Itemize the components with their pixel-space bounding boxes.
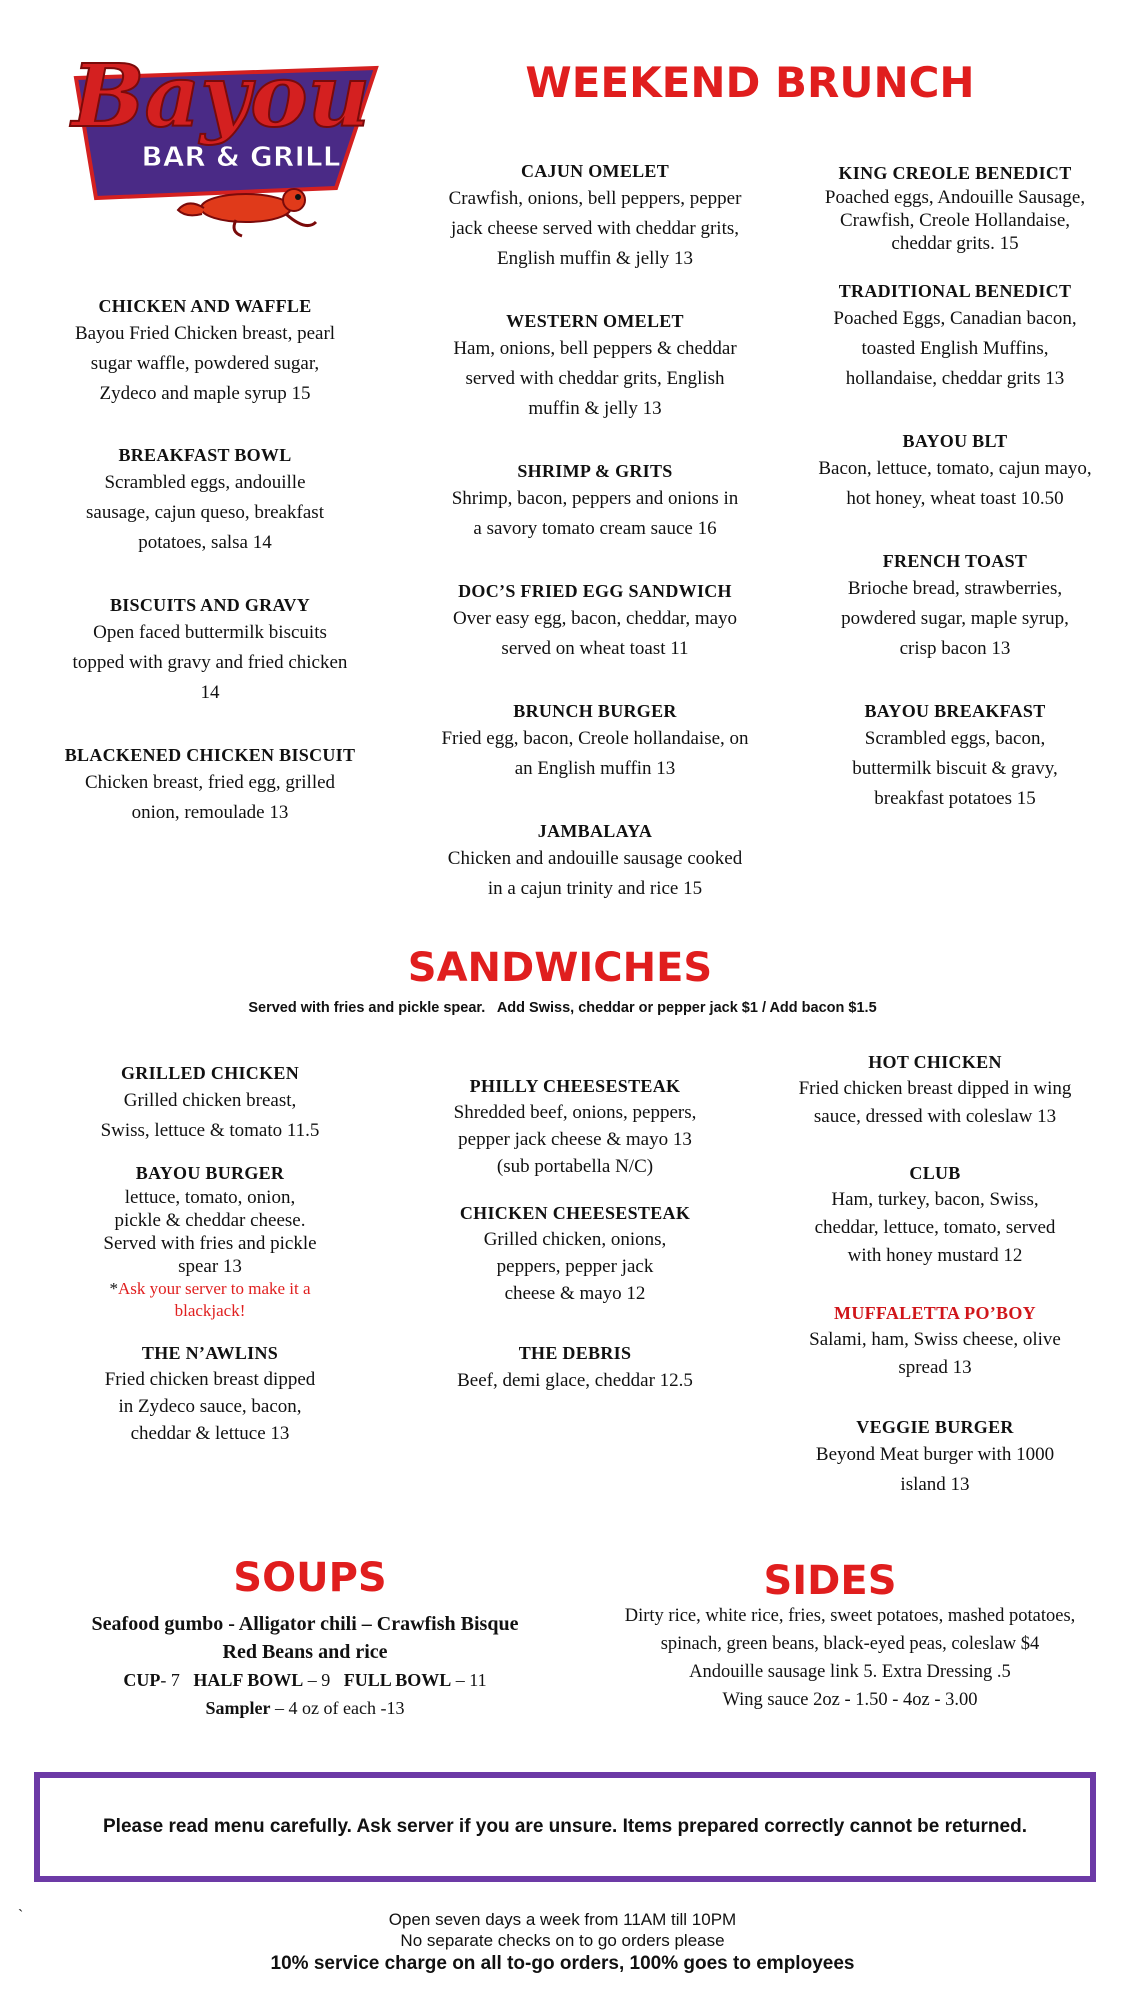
item-title: DOC’S FRIED EGG SANDWICH (458, 581, 732, 601)
item-desc: served on wheat toast 11 (501, 638, 689, 659)
item-desc: an English muffin 13 (514, 758, 676, 779)
menu-item (770, 1414, 1100, 1500)
menu-item (770, 1300, 1100, 1382)
note-line: Ask your server to make it a (117, 1279, 311, 1298)
menu-item (770, 1160, 1100, 1270)
item-desc: (sub portabella N/C) (496, 1156, 654, 1177)
item-desc: island 13 (900, 1474, 970, 1495)
item-title: JAMBALAYA (537, 821, 653, 841)
item-title: BAYOU BREAKFAST (864, 701, 1046, 721)
item-desc: served with cheddar grits, English (465, 368, 725, 389)
crawfish-icon (178, 189, 316, 236)
item-desc: pepper jack cheese & mayo 13 (458, 1129, 692, 1150)
logo-subtitle: BAR & GRILL (141, 140, 341, 173)
menu-item (40, 442, 370, 558)
item-desc: lettuce, tomato, onion, (124, 1187, 296, 1208)
item-title: GRILLED CHICKEN (120, 1063, 300, 1083)
item-desc: Over easy egg, bacon, cheddar, mayo (452, 608, 738, 629)
item-desc: Zydeco and maple syrup 15 (99, 383, 311, 404)
blackjack-note (50, 1278, 370, 1300)
soups-heading: SOUPS (233, 1555, 387, 1601)
item-title: CAJUN OMELET (520, 161, 670, 181)
item-title: HOT CHICKEN (868, 1052, 1002, 1072)
item-desc: topped with gravy and fried chicken (72, 652, 348, 673)
menu-item (50, 1160, 370, 1322)
cup-price: - 7 (160, 1670, 180, 1690)
sides-heading: SIDES (763, 1558, 897, 1604)
menu-item (790, 278, 1120, 394)
item-desc: 14 (200, 682, 220, 703)
menu-item (415, 698, 775, 784)
item-desc: peppers, pepper jack (496, 1256, 654, 1277)
item-desc: Scrambled eggs, bacon, (864, 728, 1046, 749)
item-desc: hollandaise, cheddar grits 13 (845, 368, 1065, 389)
item-desc: spear 13 (178, 1256, 242, 1277)
item-title: WESTERN OMELET (506, 311, 684, 331)
footer-service-charge: 10% service charge on all to-go orders, 100% goes to employees (270, 1953, 855, 1974)
logo-wordmark: Bayou (71, 46, 371, 147)
sampler-line (30, 1694, 580, 1722)
half-bowl-label: HALF BOWL (193, 1670, 304, 1690)
cup-label: CUP (123, 1670, 161, 1690)
item-desc: sausage, cajun queso, breakfast (86, 502, 324, 523)
item-title: BISCUITS AND GRAVY (109, 595, 311, 615)
soups-prices (30, 1666, 580, 1694)
menu-item (415, 578, 775, 664)
item-title: BREAKFAST BOWL (118, 445, 292, 465)
sampler-label: Sampler (205, 1698, 271, 1718)
item-title: BRUNCH BURGER (513, 701, 677, 721)
sandwiches-subheading: Served with fries and pickle spear. Add Swiss, cheddar or pepper jack $1 / Add bacon $1.5 (248, 1000, 877, 1016)
item-desc: sugar waffle, powdered sugar, (90, 353, 320, 374)
item-title: CHICKEN AND WAFFLE (98, 296, 312, 316)
sides-line: Wing sauce 2oz - 1.50 - 4oz - 3.00 (722, 1690, 978, 1710)
sandwiches-heading: SANDWICHES (407, 945, 713, 991)
notice-text: Please read menu carefully. Ask server if you are unsure. Items prepared correctly cannot be returned. (103, 1816, 1027, 1837)
full-bowl-label: FULL BOWL (343, 1670, 452, 1690)
item-title: BLACKENED CHICKEN BISCUIT (64, 745, 356, 765)
soups-block (30, 1610, 580, 1722)
item-title: THE DEBRIS (518, 1343, 632, 1363)
item-desc: Grilled chicken breast, (123, 1090, 297, 1111)
footer-hours: Open seven days a week from 11AM till 10PM (388, 1910, 737, 1929)
notice-box (34, 1772, 1096, 1882)
item-desc: in a cajun trinity and rice 15 (487, 878, 703, 899)
item-desc: Chicken and andouille sausage cooked (447, 848, 743, 869)
sides-line: spinach, green beans, black-eyed peas, coleslaw $4 (660, 1634, 1040, 1654)
menu-item (415, 458, 775, 544)
item-desc: cheddar grits. 15 (891, 233, 1019, 254)
item-desc: Ham, turkey, bacon, Swiss, (831, 1189, 1039, 1210)
menu-item (415, 158, 775, 274)
item-desc: Open faced buttermilk biscuits (93, 622, 327, 643)
menu-item (790, 698, 1120, 814)
item-desc: Shredded beef, onions, peppers, (453, 1102, 697, 1123)
item-desc: spread 13 (898, 1357, 972, 1378)
item-desc: Beyond Meat burger with 1000 (815, 1444, 1055, 1465)
item-desc: Salami, ham, Swiss cheese, olive (809, 1329, 1061, 1350)
item-desc: onion, remoulade 13 (131, 802, 289, 823)
menu-item (50, 1340, 370, 1447)
menu-item (790, 428, 1120, 514)
item-desc: hot honey, wheat toast 10.50 (846, 488, 1064, 509)
item-title: MUFFALETTA PO’BOY (834, 1303, 1036, 1323)
item-desc: Chicken breast, fried egg, grilled (84, 772, 336, 793)
item-desc: jack cheese served with cheddar grits, (450, 218, 740, 239)
item-title: PHILLY CHEESESTEAK (469, 1076, 681, 1096)
half-bowl-price: – 9 (303, 1670, 331, 1690)
item-desc: a savory tomato cream sauce 16 (473, 518, 717, 539)
footer-checks: No separate checks on to go orders please (400, 1931, 725, 1950)
menu-item (410, 1340, 740, 1396)
item-title: THE N’AWLINS (141, 1343, 279, 1363)
item-desc: Ham, onions, bell peppers & cheddar (453, 338, 737, 359)
item-title: BAYOU BLT (902, 431, 1008, 451)
item-desc: cheddar, lettuce, tomato, served (814, 1217, 1056, 1238)
menu-item (415, 818, 775, 904)
item-desc: toasted English Muffins, (861, 338, 1049, 359)
full-bowl-price: – 11 (451, 1670, 487, 1690)
item-desc: in Zydeco sauce, bacon, (118, 1396, 302, 1417)
item-desc: Shrimp, bacon, peppers and onions in (451, 488, 739, 509)
item-desc: Crawfish, Creole Hollandaise, (839, 210, 1071, 231)
item-desc: sauce, dressed with coleslaw 13 (813, 1106, 1057, 1127)
soups-line: Red Beans and rice (222, 1641, 388, 1663)
item-title: CHICKEN CHEESESTEAK (459, 1203, 691, 1223)
footer-backtick: ` (18, 1908, 24, 1925)
item-desc: Fried chicken breast dipped in wing (798, 1078, 1072, 1099)
item-title: CLUB (909, 1163, 961, 1183)
item-desc: potatoes, salsa 14 (138, 532, 272, 553)
item-desc: muffin & jelly 13 (528, 398, 662, 419)
item-title: KING CREOLE BENEDICT (838, 163, 1072, 183)
menu-item (770, 1049, 1100, 1131)
menu-item (410, 1200, 740, 1307)
note-asterisk: * (109, 1279, 118, 1298)
menu-item (40, 742, 380, 828)
sides-line: Dirty rice, white rice, fries, sweet potatoes, mashed potatoes, (624, 1606, 1076, 1626)
item-title: FRENCH TOAST (882, 551, 1028, 571)
menu-item (50, 1060, 370, 1146)
item-desc: with honey mustard 12 (847, 1245, 1023, 1266)
item-title: SHRIMP & GRITS (517, 461, 673, 481)
menu-item (40, 592, 380, 708)
sampler-text: – 4 oz of each -13 (270, 1698, 405, 1718)
item-desc: cheddar & lettuce 13 (130, 1423, 290, 1444)
menu-item (410, 1073, 740, 1180)
item-desc: buttermilk biscuit & gravy, (852, 758, 1058, 779)
item-desc: Brioche bread, strawberries, (847, 578, 1063, 599)
item-desc: Poached Eggs, Canadian bacon, (833, 308, 1077, 329)
sides-block (580, 1602, 1120, 1714)
menu-item (40, 293, 370, 409)
item-title: VEGGIE BURGER (856, 1417, 1014, 1437)
menu-item (790, 160, 1120, 255)
item-desc: Scrambled eggs, andouille (104, 472, 306, 493)
item-desc: Crawfish, onions, bell peppers, pepper (448, 188, 742, 209)
item-desc: Bayou Fried Chicken breast, pearl (74, 323, 336, 344)
item-desc: crisp bacon 13 (899, 638, 1011, 659)
bayou-logo (36, 38, 386, 238)
item-desc: powdered sugar, maple syrup, (841, 608, 1069, 629)
item-desc: cheese & mayo 12 (504, 1283, 646, 1304)
item-title: BAYOU BURGER (135, 1163, 285, 1183)
item-desc: Swiss, lettuce & tomato 11.5 (100, 1120, 320, 1141)
item-title: TRADITIONAL BENEDICT (838, 281, 1072, 301)
item-desc: Served with fries and pickle (103, 1233, 317, 1254)
item-desc: Beef, demi glace, cheddar 12.5 (457, 1370, 693, 1391)
item-desc: Bacon, lettuce, tomato, cajun mayo, (818, 458, 1092, 479)
menu-item (790, 548, 1120, 664)
item-desc: breakfast potatoes 15 (874, 788, 1036, 809)
sides-line: Andouille sausage link 5. Extra Dressing .5 (689, 1662, 1011, 1682)
item-desc: Grilled chicken, onions, (483, 1229, 667, 1250)
item-desc: pickle & cheddar cheese. (114, 1210, 306, 1231)
item-desc: Fried egg, bacon, Creole hollandaise, on (441, 728, 749, 749)
soups-line: Seafood gumbo - Alligator chili – Crawfish Bisque (91, 1613, 519, 1635)
item-desc: Poached eggs, Andouille Sausage, (824, 187, 1086, 208)
item-desc: Fried chicken breast dipped (104, 1369, 316, 1390)
weekend-brunch-heading: WEEKEND BRUNCH (525, 58, 975, 107)
item-desc: English muffin & jelly 13 (497, 248, 693, 269)
menu-item (415, 308, 775, 424)
note-line: blackjack! (174, 1301, 246, 1320)
